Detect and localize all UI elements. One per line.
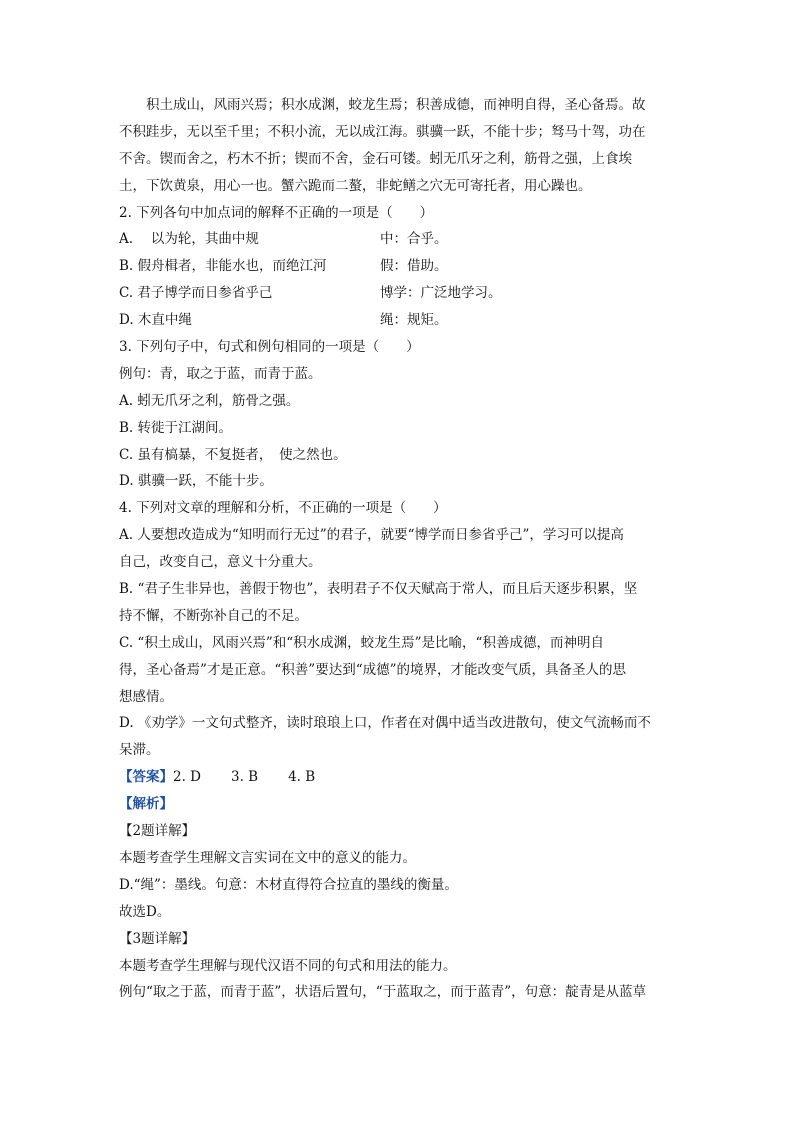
option-line: B. “君子生非异也，善假于物也”，表明君子不仅天赋高于常人，而且后天逐步积累，坚 [119,581,638,598]
option-row [119,280,679,307]
analysis-line: 故选D。 [119,903,171,920]
passage [119,92,679,200]
question-stem: 2. 下列各句中加点词的解释不正确的一项是（ ） [119,204,434,221]
option-line: C. “积土成山，风雨兴焉”和“积水成渊，蛟龙生焉”是比喻，“积善成德，而神明自 [119,634,604,651]
q2-detail-title: 【2题详解】 [119,823,196,840]
option-line: 持不懈，不断弥补自己的不足。 [119,607,308,624]
option-sentence: B. 假舟楫者，非能水也，而绝江河 [119,258,327,275]
question-stem: 3. 下列句子中，句式和例句相同的一项是（ ） [119,339,420,356]
option-row [119,226,679,253]
document-body [119,92,679,1006]
option-row: D. 骐骥一跃，不能十步。 [119,473,273,490]
answer-tag: 【答案】 [119,769,173,786]
option-line: A. 人要想改造成为“知明而行无过”的君子，就要“博学而日参省乎己”，学习可以提高 [119,527,624,544]
analysis-line: 例句“取之于蓝，而青于蓝”，状语后置句，“于蓝取之，而于蓝青”，句意：靛青是从蓝草 [119,984,647,1001]
passage-line: 土，下饮黄泉，用心一也。蟹六跪而二螯，非蛇鳝之穴无可寄托者，用心躁也。 [119,177,592,194]
option-row [119,253,679,280]
option-line: 呆滞。 [119,742,160,759]
option-line: 想感情。 [119,688,173,705]
passage-line: 不积跬步，无以至千里；不积小流，无以成江海。骐骥一跃，不能十步；驽马十驾，功在 [119,123,646,140]
analysis-section [119,791,679,1006]
q3-detail-title: 【3题详解】 [119,930,196,947]
option-explanation: 绳：规矩。 [380,312,448,329]
answer-line [119,764,679,791]
answer-4: 4. B [288,769,316,786]
answer-2: 2. D [173,769,201,786]
option-sentence: A. 以为轮，其曲中规 [119,231,259,248]
option-row: A. 蚓无爪牙之利，筋骨之强。 [119,392,300,409]
question-stem: 4. 下列对文章的理解和分析，不正确的一项是（ ） [119,500,447,517]
question-4 [119,495,679,764]
passage-line: 积土成山，风雨兴焉；积水成渊，蛟龙生焉；积善成德，而神明自得，圣心备焉。故 [146,97,646,113]
question-2 [119,200,679,334]
analysis-tag: 【解析】 [119,796,173,813]
option-line: 得，圣心备焉”才是正意。“积善”要达到“成德”的境界，才能改变气质，具备圣人的思 [119,661,627,678]
option-explanation: 假：借助。 [380,258,448,275]
option-sentence: C. 君子博学而日参省乎己 [119,285,273,302]
option-row: C. 虽有槁暴，不复挺者， 使之然也。 [119,446,347,463]
option-row: B. 转徙于江湖间。 [119,419,233,436]
option-line: D. 《劝学》一文句式整齐，读时琅琅上口，作者在对偶中适当改进散句，使文气流畅而不 [119,715,651,732]
answer-3: 3. B [231,769,259,786]
passage-line: 不舍。锲而舍之，朽木不折；锲而不舍，金石可镂。蚓无爪牙之利，筋骨之强，上食埃 [119,150,632,167]
option-row [119,307,679,334]
option-explanation: 中：合乎。 [380,231,448,248]
analysis-line: 本题考查学生理解与现代汉语不同的句式和用法的能力。 [119,957,457,974]
question-3 [119,334,679,495]
option-line: 自己，改变自己，意义十分重大。 [119,554,322,571]
option-sentence: D. 木直中绳 [119,312,192,329]
analysis-line: 本题考查学生理解文言实词在文中的意义的能力。 [119,849,416,866]
example-sentence: 例句：青，取之于蓝，而青于蓝。 [119,365,322,382]
analysis-line: D.“绳”：墨线。句意：木材直得符合拉直的墨线的衡量。 [119,876,458,893]
option-explanation: 博学：广泛地学习。 [380,285,502,302]
